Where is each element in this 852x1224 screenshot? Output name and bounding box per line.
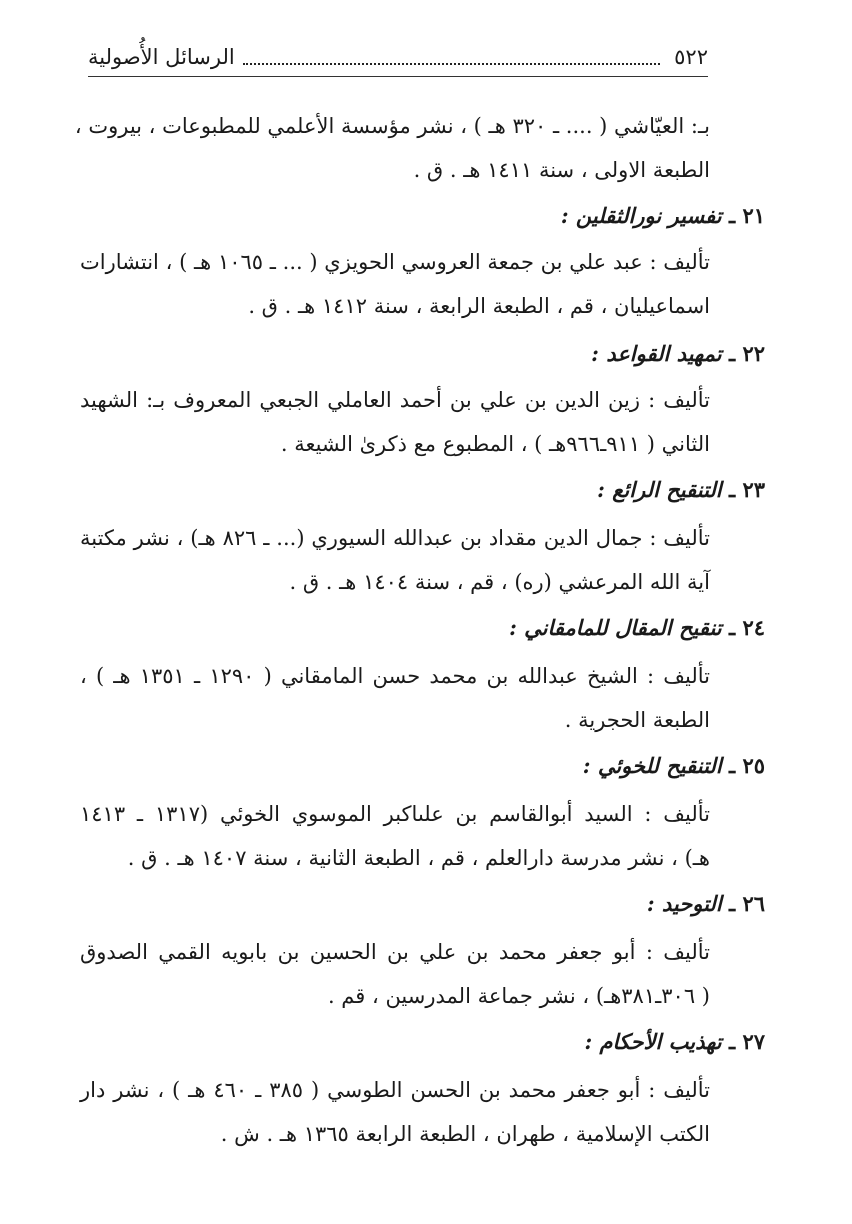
entry-title: تهذيب الأحكام : [584, 1029, 722, 1054]
entry-heading [80, 196, 765, 236]
entry-line: الطبعة الاولى ، سنة ١٤١١ هـ . ق . [413, 158, 710, 182]
entry-line: تأليف : عبد علي بن جمعة العروسي الحويزي ( ... ـ ١٠٦٥ هـ ) ، انتشارات [80, 250, 710, 274]
entry-line: تأليف : أبو جعفر محمد بن الحسن الطوسي ( ٣٨٥ ـ ٤٦٠ هـ ) ، نشر دار [80, 1078, 710, 1102]
running-title: الرسائل الأُصولية [88, 45, 235, 69]
entry-title: تفسير نورالثقلين : [560, 203, 722, 228]
entry-line: ( ٣٠٦ـ٣٨١هـ) ، نشر جماعة المدرسين ، قم . [327, 984, 710, 1008]
entry-line: الطبعة الحجرية . [564, 708, 710, 732]
entry-number: ٢٦ ـ [728, 891, 765, 916]
entry-line: تأليف : زين الدين بن علي بن أحمد العاملي الجبعي المعروف بـ: الشهيد [80, 388, 710, 412]
entry-line: تأليف : جمال الدين مقداد بن عبدالله السيوري (... ـ ٨٢٦ هـ) ، نشر مكتبة [80, 526, 710, 550]
entry-title: التوحيد : [646, 891, 722, 916]
entry-number: ٢٣ ـ [728, 477, 765, 502]
page-number: ٥٢٢ [674, 45, 708, 69]
entry-heading [80, 1022, 765, 1062]
entry-title: التنقيح الرائع : [597, 477, 722, 502]
entry-line: هـ) ، نشر مدرسة دارالعلم ، قم ، الطبعة الثانية ، سنة ١٤٠٧ هـ . ق . [127, 846, 710, 870]
entry-number: ٢١ ـ [728, 203, 765, 228]
entry-title: التنقيح للخوئي : [582, 753, 722, 778]
entry-number: ٢٥ ـ [728, 753, 765, 778]
entry-number: ٢٧ ـ [728, 1029, 765, 1054]
entry-heading [80, 608, 765, 648]
entry-number: ٢٤ ـ [728, 615, 765, 640]
entry-title: تنقيح المقال للمامقاني : [509, 615, 722, 640]
entry-line: تأليف : السيد أبوالقاسم بن علىاكبر الموسوي الخوئي (١٣١٧ ـ ١٤١٣ [80, 802, 710, 826]
entry-line: تأليف : الشيخ عبدالله بن محمد حسن المامقاني ( ١٢٩٠ ـ ١٣٥١ هـ ) ، [80, 664, 710, 688]
entry-line: الثاني ( ٩١١ـ٩٦٦هـ ) ، المطبوع مع ذكرىٰ الشيعة . [280, 432, 710, 456]
entry-title: تمهيد القواعد : [591, 341, 722, 366]
entry-number: ٢٢ ـ [728, 341, 765, 366]
entry-line: اسماعيليان ، قم ، الطبعة الرابعة ، سنة ١٤١٢ هـ . ق . [248, 294, 710, 318]
entry-heading [80, 746, 765, 786]
entry-line: تأليف : أبو جعفر محمد بن علي بن الحسين بن بابويه القمي الصدوق [80, 940, 710, 964]
entry-line: الكتب الإسلامية ، طهران ، الطبعة الرابعة ١٣٦٥ هـ . ش . [220, 1122, 710, 1146]
entry-line: آية الله المرعشي (ره) ، قم ، سنة ١٤٠٤ هـ . ق . [289, 570, 710, 594]
running-header [88, 40, 708, 77]
entry-line: بـ: العيّاشي ( .... ـ ٣٢٠ هـ ) ، نشر مؤسسة الأعلمي للمطبوعات ، بيروت ، [74, 114, 710, 138]
entry-heading [80, 470, 765, 510]
entry-heading [80, 334, 765, 374]
leader-dots [243, 63, 660, 65]
entry-heading [80, 884, 765, 924]
